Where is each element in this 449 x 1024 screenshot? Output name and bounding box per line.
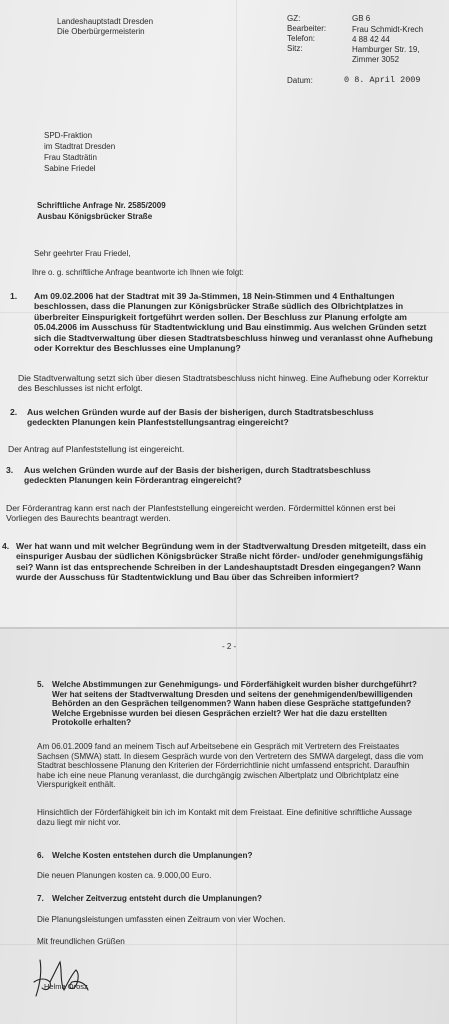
- page-number: - 2 -: [222, 642, 237, 651]
- meta-label: Sitz:: [287, 44, 303, 53]
- recipient-line: Frau Stadträtin: [44, 153, 97, 162]
- question-5: Welche Abstimmungen zur Genehmigungs- und Förderfähigkeit wurden bisher durchgeführt? Wer hat seitens der Stadtverwaltung Dresden und seitens der genehmigenden/bewilligenden Behörden an den Gesprächen teilgenommen? Wann haben diese Gespräche stattgefunden? Welche Ergebnisse wurden bei diesen Gesprächen erzielt? Wer hat die dazu erstellten Protokolle erhalten?: [52, 680, 417, 728]
- salutation: Sehr geehrter Frau Friedel,: [34, 249, 131, 258]
- answer-6: Die neuen Planungen kosten ca. 9.000,00 Euro.: [37, 871, 212, 880]
- intro-text: Ihre o. g. schriftliche Anfrage beantworte ich Ihnen wie folgt:: [32, 268, 244, 277]
- meta-label: Bearbeiter:: [287, 24, 327, 33]
- subject-line: Ausbau Königsbrücker Straße: [37, 212, 153, 221]
- question-2: Aus welchen Gründen wurde auf der Basis der bisherigen, durch Stadtratsbeschluss gedeckten Planungen kein Planfeststellungsantrag eingereicht?: [27, 407, 374, 428]
- question-number: 6.: [37, 851, 44, 860]
- handwritten-signature: [30, 952, 110, 1002]
- question-number: 4.: [2, 541, 10, 551]
- closing: Mit freundlichen Grüßen: [37, 937, 125, 946]
- recipient-line: im Stadtrat Dresden: [44, 142, 116, 151]
- question-number: 2.: [10, 407, 18, 417]
- question-number: 5.: [37, 680, 44, 689]
- sender-line: Landeshauptstadt Dresden: [57, 17, 154, 26]
- question-3: Aus welchen Gründen wurde auf der Basis der bisherigen, durch Stadtratsbeschluss gedeckten Planungen kein Förderantrag eingereicht?: [24, 465, 371, 486]
- answer-1: Die Stadtverwaltung setzt sich über diesen Stadtratsbeschluss nicht hinweg. Eine Aufhebung oder Korrektur des Beschlusses ist nicht erfolgt.: [18, 373, 429, 394]
- recipient-line: Sabine Friedel: [44, 164, 96, 173]
- date-stamp: 0 8. April 2009: [344, 75, 421, 85]
- meta-value: GB 6: [352, 14, 371, 23]
- meta-label: Telefon:: [287, 34, 316, 43]
- question-number: 3.: [6, 465, 14, 475]
- meta-label: GZ:: [287, 14, 301, 23]
- question-number: 7.: [37, 894, 44, 903]
- question-6: Welche Kosten entstehen durch die Umplanungen?: [52, 851, 253, 860]
- question-number: 1.: [10, 291, 18, 301]
- answer-5: Am 06.01.2009 fand an meinem Tisch auf Arbeitsebene ein Gespräch mit Vertretern des Freistaates Sachsen (SMWA) statt. In diesem Gespräch wurde von den Vertretern des SMWA dargelegt, dass die vom Stadtrat beschlossene Planung den Kriterien der Förderrichtlinie nicht umfassend entspricht. Daraufhin habe ich eine neue Planung veranlasst, die durchgängig zwischen Albertplatz und Olbrichtplatz eine Vierspurigkeit enthält.: [37, 742, 424, 790]
- recipient-line: SPD-Fraktion: [44, 131, 93, 140]
- meta-value: Zimmer 3052: [352, 55, 400, 64]
- subject-line: Schriftliche Anfrage Nr. 2585/2009: [37, 201, 166, 210]
- question-4: Wer hat wann und mit welcher Begründung wem in der Stadtverwaltung Dresden mitgeteilt, dass ein einspuriger Ausbau der südlichen Königsbrücker Straße nicht förder- und/oder genehmigungsfähig sei? Wann ist das entsprechende Schreiben in der Landeshauptstadt Dresden eingegangen? Wann wurde der Ausschuss für Stadtentwicklung und Bau über das Schreiben informiert?: [16, 541, 427, 583]
- letter-page-2: [0, 629, 449, 1024]
- meta-value: Frau Schmidt-Krech: [352, 25, 424, 34]
- question-1: Am 09.02.2006 hat der Stadtrat mit 39 Ja-Stimmen, 18 Nein-Stimmen und 4 Enthaltungen beschlossen, dass die Planungen zur Königsbrücker Straße südlich des Olbrichtplatzes in überbreiter Einspurigkeit fortgeführt werden sollen. Der Beschluss zur Planung erfolgte am 05.04.2006 im Ausschuss für Stadtentwicklung und Bau einstimmig. Aus welchen Gründen setzt sich die Stadtverwaltung über diesen Stadtratsbeschluss hinweg und veranlasst ohne Aufhebung oder Korrektur des Beschlusses eine Umplanung?: [34, 291, 433, 354]
- meta-value: Hamburger Str. 19,: [352, 45, 420, 54]
- sender-line: Die Oberbürgermeisterin: [57, 27, 145, 36]
- question-7: Welcher Zeitverzug entsteht durch die Umplanungen?: [52, 894, 263, 903]
- answer-2: Der Antrag auf Planfeststellung ist eingereicht.: [8, 444, 185, 454]
- signature-name: Helma Orosz: [44, 982, 88, 991]
- answer-7: Die Planungsleistungen umfassten einen Zeitraum von vier Wochen.: [37, 915, 286, 924]
- meta-value: 4 88 42 44: [352, 35, 390, 44]
- date-label: Datum:: [287, 76, 313, 85]
- answer-5-continued: Hinsichtlich der Förderfähigkeit bin ich im Kontakt mit dem Freistaat. Eine definitive schriftliche Aussage dazu liegt mir nicht vor.: [37, 808, 412, 827]
- answer-3: Der Förderantrag kann erst nach der Planfeststellung eingereicht werden. Fördermittel können erst bei Vorliegen des Baurechts beantragt werden.: [6, 503, 396, 524]
